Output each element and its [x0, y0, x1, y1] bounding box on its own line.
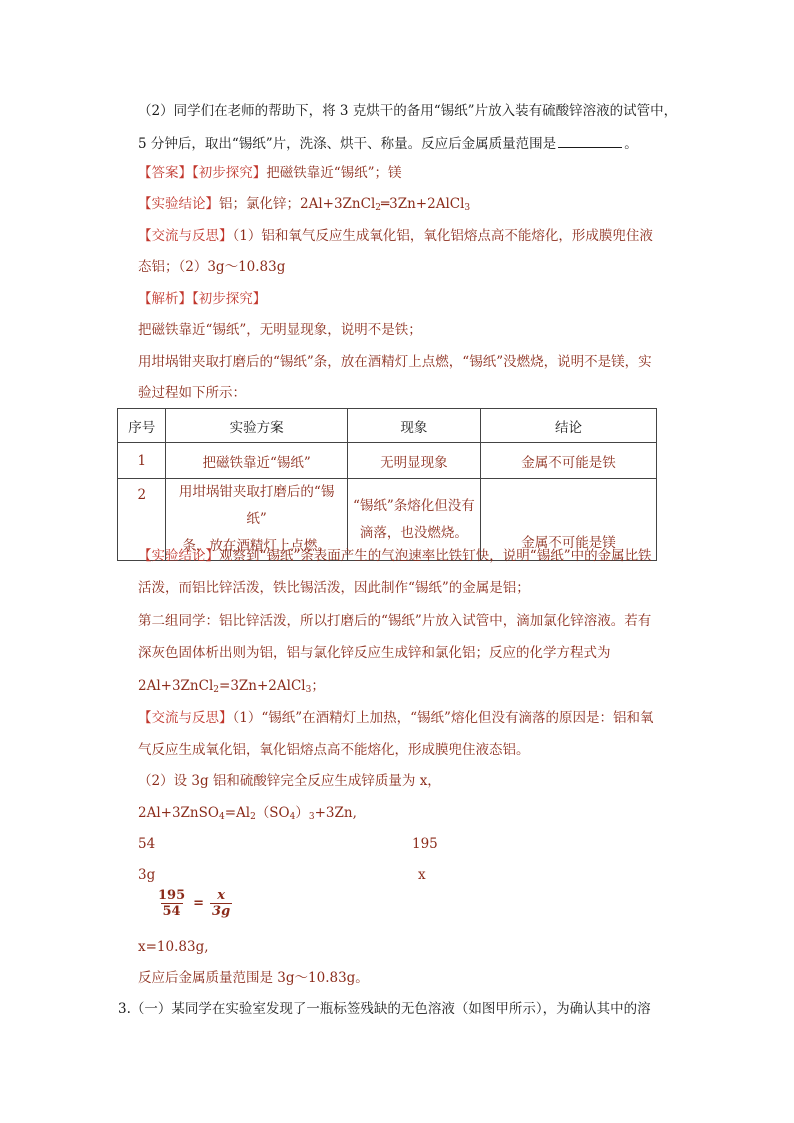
- table-header-cell: 实验方案: [166, 409, 347, 443]
- answer-tag: 【答案】【初步探究】: [138, 165, 267, 181]
- table-header-cell: 现象: [347, 409, 480, 443]
- analysis-line-3: 验过程如下所示：: [138, 385, 246, 401]
- question-2-line-2: 5 分钟后，取出“锡纸”片，洗涤、烘干、称量。反应后金属质量范围是 。: [138, 133, 638, 154]
- answer-initial-inquiry: 【答案】【初步探究】把磁铁靠近“锡纸”；镁: [138, 165, 402, 181]
- chemical-equation: $2Al+3ZnSO_4=Al_2(SO_4)_3+3Zn$,: [138, 805, 357, 822]
- table-header-cell: 结论: [480, 409, 656, 443]
- table-row: [118, 443, 657, 479]
- chemical-equation: 2Al+3ZnCl$_2$=3Zn+2AlCl$_3$；: [138, 678, 325, 695]
- analysis-line-1: 把磁铁靠近“锡纸”，无明显现象，说明不是铁；: [138, 322, 422, 338]
- table-cell: 金属不可能是镁: [480, 479, 656, 561]
- table-cell: 2: [118, 479, 166, 561]
- analysis-line-2: 用坩埚钳夹取打磨后的“锡纸”条，放在酒精灯上点燃，“锡纸”没燃烧，说明不是镁，实: [138, 354, 652, 370]
- table-cell: 用坩埚钳夹取打磨后的“锡纸” 条，放在酒精灯上点燃。: [166, 479, 347, 561]
- conclusion-line-3: 第二组同学：铝比锌活泼，所以打磨后的“锡纸”片放入试管中，滴加氯化锌溶液。若有: [138, 613, 652, 629]
- table-header-cell: 序号: [118, 409, 166, 443]
- reflection-line-1: 【交流与反思】（1）“锡纸”在酒精灯上加热，“锡纸”熔化但没有滴落的原因是：铝和氧: [138, 710, 654, 726]
- analysis-tag-line: 【解析】【初步探究】: [138, 291, 267, 307]
- conclusion-line-1: 【实验结论】观察到“锡纸”条表面产生的气泡速率比铁钉快，说明“锡纸”中的金属比铁: [138, 548, 652, 564]
- question-3-line: 3.（一）某同学在实验室发现了一瓶标签残缺的无色溶液（如图甲所示），为确认其中的溶: [118, 1001, 651, 1017]
- unknown-mass: x: [418, 867, 426, 883]
- question-2-line-1: （2）同学们在老师的帮助下，将 3 克烘干的备用“锡纸”片放入装有硫酸锌溶液的试管中，: [138, 103, 678, 119]
- molar-mass-zn: 195: [412, 836, 438, 852]
- conclusion-line-4: 深灰色固体析出则为铝，铝与氯化锌反应生成锌和氯化铝；反应的化学方程式为: [138, 645, 611, 661]
- reflection-line-2: 气反应生成氧化铝，氧化铝熔点高不能熔化，形成膜兜住液态铝。: [138, 742, 530, 758]
- table-cell: 金属不可能是铁: [480, 443, 656, 479]
- table-cell: 无明显现象: [347, 443, 480, 479]
- reflection-line-3: （2）设 3g 铝和硫酸锌完全反应生成锌质量为 x，: [138, 773, 441, 789]
- given-mass: 3g: [138, 867, 156, 883]
- answer-reflection-line-1: 【交流与反思】（1）铝和氧气反应生成氧化铝，氧化铝熔点高不能熔化，形成膜兜住液: [138, 228, 653, 244]
- table-cell: 1: [118, 443, 166, 479]
- experiment-table: [117, 408, 657, 561]
- proportion-formula: $\frac{195}{54}$ = $\frac{x}{3g}$: [158, 888, 231, 919]
- conclusion-line-2: 活泼，而铝比锌活泼，铁比锡活泼，因此制作“锡纸”的金属是铝；: [138, 580, 530, 596]
- table-cell: “锡纸”条熔化但没有 滴落，也没燃烧。: [347, 479, 480, 561]
- result-line: x=10.83g,: [138, 939, 209, 955]
- molar-mass-al: 54: [138, 836, 156, 852]
- answer-conclusion: 【实验结论】铝；氯化锌；2Al+3ZnCl$_2$═3Zn+2AlCl$_3$: [138, 196, 471, 213]
- range-line: 反应后金属质量范围是 3g～10.83g。: [138, 970, 369, 986]
- answer-blank: [558, 133, 622, 148]
- table-header-row: [118, 409, 657, 443]
- answer-reflection-line-2: 态铝；（2）3g～10.83g: [138, 259, 286, 275]
- chemical-equation: 2Al+3ZnCl$_2$═3Zn+2AlCl$_3$: [300, 196, 471, 213]
- table-cell: 把磁铁靠近“锡纸”: [166, 443, 347, 479]
